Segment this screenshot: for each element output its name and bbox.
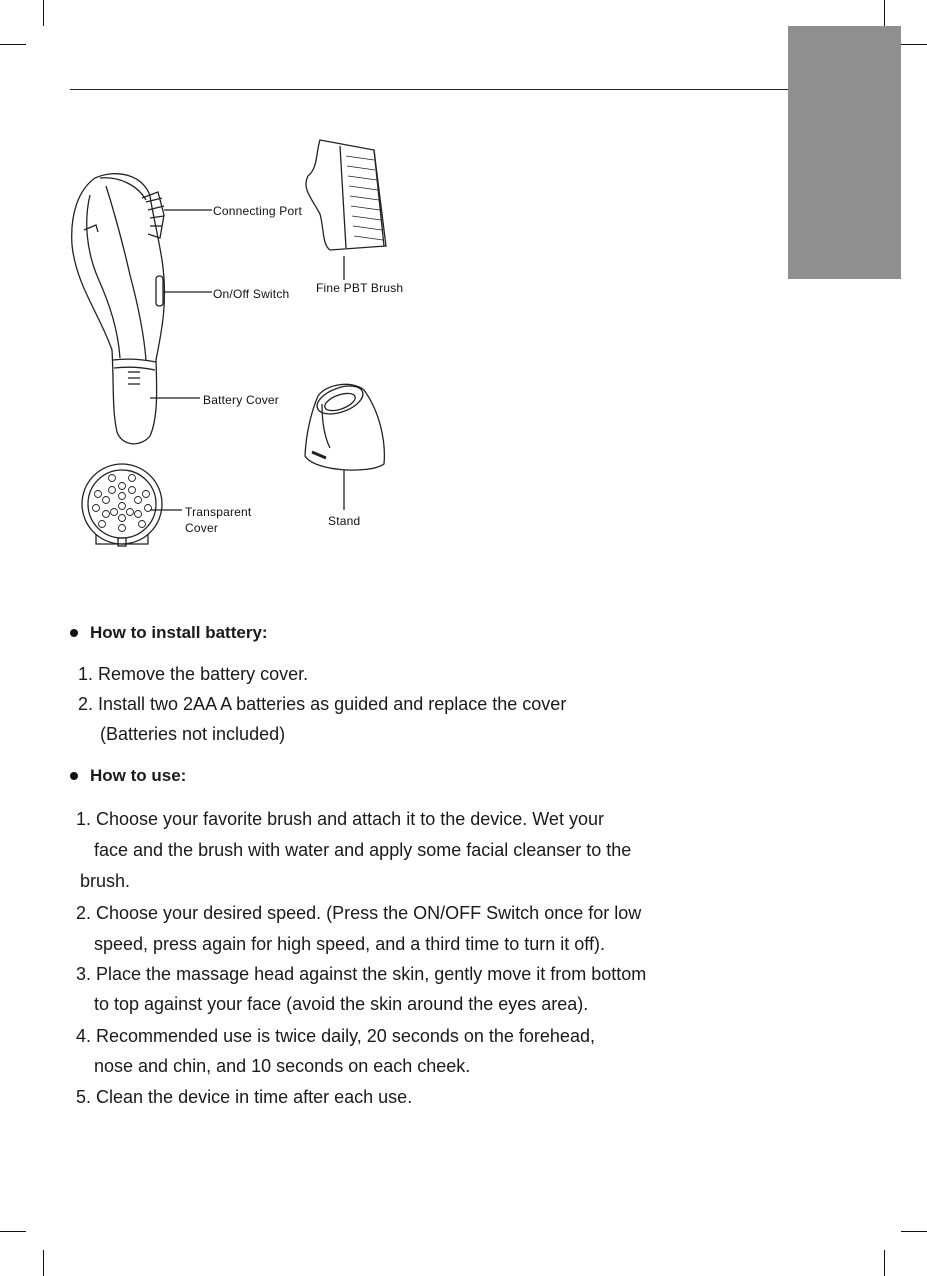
bullet-icon: [70, 629, 78, 637]
use-line: brush.: [80, 871, 131, 891]
crop-mark: [43, 1250, 44, 1276]
use-line: 1. Choose your favorite brush and attach it to the device. Wet your: [76, 809, 604, 829]
use-line: 2. Choose your desired speed. (Press the ON/OFF Switch once for low: [76, 903, 642, 923]
label-connecting-port: Connecting Port: [213, 204, 303, 218]
use-line: to top against your face (avoid the skin around the eyes area).: [94, 994, 589, 1014]
device-illustration: [72, 174, 165, 444]
label-cover: Cover: [185, 521, 219, 535]
label-battery-cover: Battery Cover: [203, 393, 279, 407]
use-line: 4. Recommended use is twice daily, 20 seconds on the forehead,: [76, 1026, 595, 1046]
use-line: 3. Place the massage head against the skin, gently move it from bottom: [76, 964, 647, 984]
use-line: speed, press again for high speed, and a third time to turn it off).: [94, 934, 605, 954]
install-line: 1. Remove the battery cover.: [78, 664, 309, 684]
label-fine-brush: Fine PBT Brush: [316, 281, 404, 295]
use-line: nose and chin, and 10 seconds on each cheek.: [94, 1056, 471, 1076]
crop-mark: [0, 1231, 26, 1232]
install-line: (Batteries not included): [100, 724, 286, 744]
use-heading-text: How to use:: [90, 766, 187, 785]
label-transparent: Transparent: [185, 505, 252, 519]
use-heading: [70, 766, 186, 786]
brush-illustration: [306, 140, 386, 250]
crop-mark: [884, 1250, 885, 1276]
label-on-off-switch: On/Off Switch: [213, 287, 290, 301]
crop-mark: [901, 1231, 927, 1232]
label-stand: Stand: [328, 514, 361, 528]
bullet-icon: [70, 772, 78, 780]
install-line: 2. Install two 2AA A batteries as guided and replace the cover: [78, 694, 567, 714]
product-diagram: [0, 0, 927, 560]
stand-illustration: [305, 381, 384, 471]
use-line: 5. Clean the device in time after each use.: [76, 1087, 413, 1107]
install-heading-text: How to install battery:: [90, 623, 268, 642]
use-line: face and the brush with water and apply some facial cleanser to the: [94, 840, 632, 860]
install-heading: [70, 623, 268, 643]
